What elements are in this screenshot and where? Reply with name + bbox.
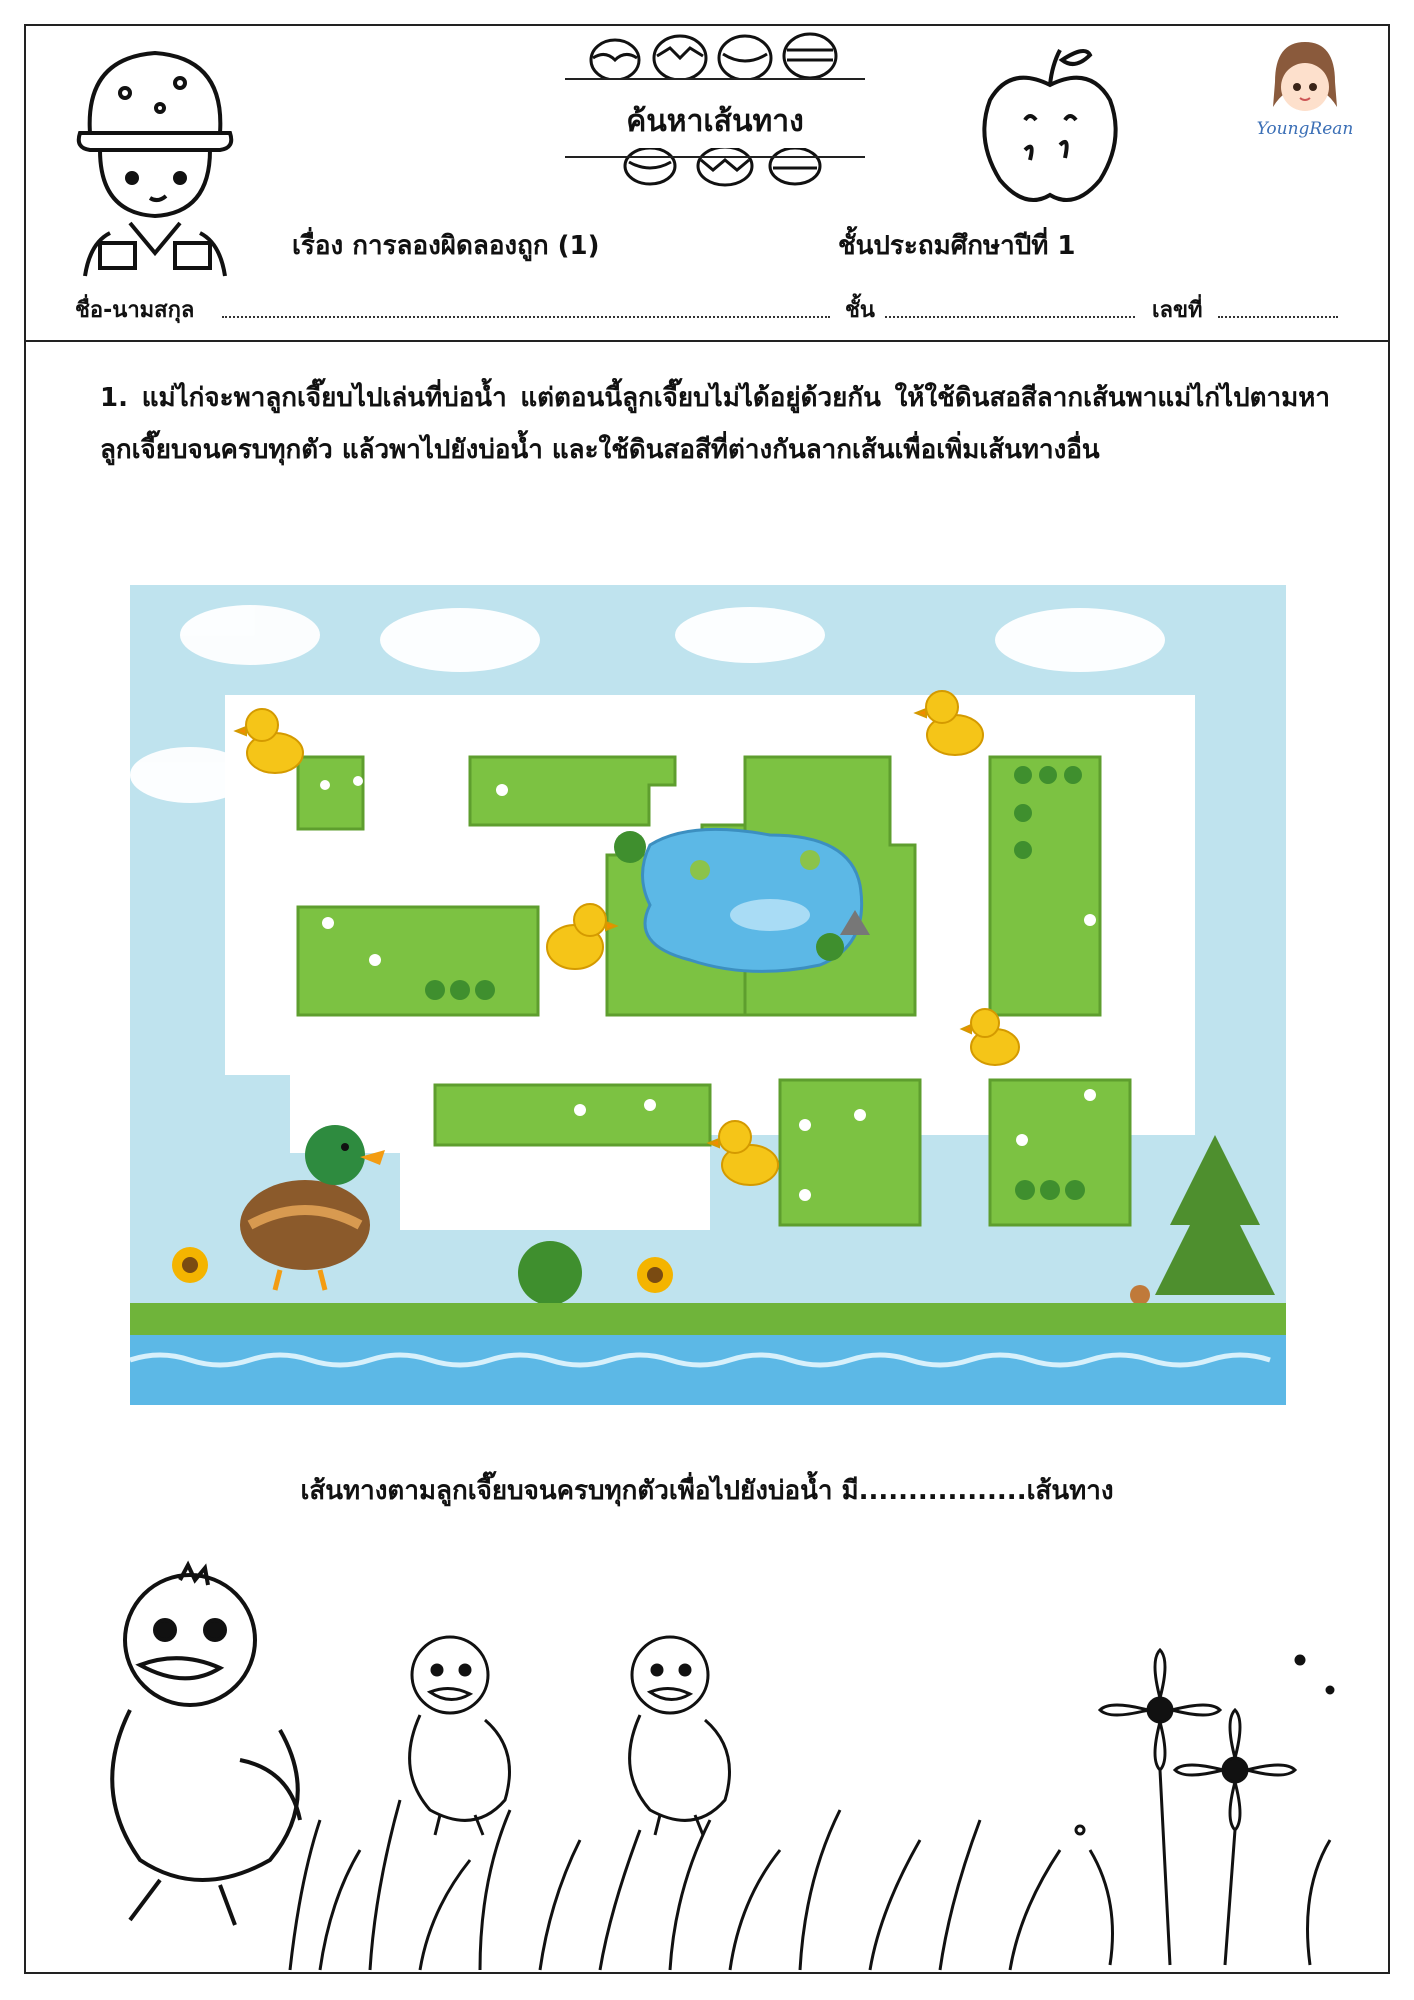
header-divider [24,340,1390,342]
grade-label: ชั้นประถมศึกษาปีที่ 1 [838,231,1076,261]
youngrean-logo [1255,32,1355,142]
number-field[interactable] [1218,316,1338,318]
number-label: เลขที่ [1152,298,1203,323]
question-text: 1. แม่ไก่จะพาลูกเจี๊ยบไปเล่นที่บ่อน้ำ แต่ตอนนี้ลูกเจี๊ยบไม่ได้อยู่ด้วยกัน ให้ใช้ดินสอสีลากเส้นพาแม่ไก่ไปตามหาลูกเจี๊ยบจนครบทุกตัว แล้วพาไปยังบ่อน้ำ และใช้ดินสอสีที่ต่างกันลากเส้นเพื่อเพิ่มเส้นทางอื่น [100,383,1330,465]
name-label: ชื่อ-นามสกุล [75,298,195,323]
logo-text: YoungRean [1256,119,1354,139]
squirrel [1130,1285,1150,1305]
apple-icon [970,40,1130,210]
easter-eggs-icon [575,28,855,80]
flowers-icon [1050,1620,1370,1970]
class-label: ชั้น [845,298,875,323]
river [130,1335,1286,1405]
name-field[interactable] [222,316,830,318]
maze-illustration[interactable] [130,585,1286,1405]
worksheet-title-box [565,78,865,158]
answer-prompt[interactable]: เส้นทางตามลูกเจี๊ยบจนครบทุกตัวเพื่อไปยังบ่อน้ำ มี.................เส้นทาง [300,1476,1114,1506]
topic-label: เรื่อง การลองผิดลองถูก (1) [292,231,600,261]
soldier-icon [70,38,240,278]
class-field[interactable] [885,316,1135,318]
worksheet-title: ค้นหาเส้นทาง [626,104,804,139]
ground [130,1303,1286,1335]
grass-icon [280,1760,1080,1972]
